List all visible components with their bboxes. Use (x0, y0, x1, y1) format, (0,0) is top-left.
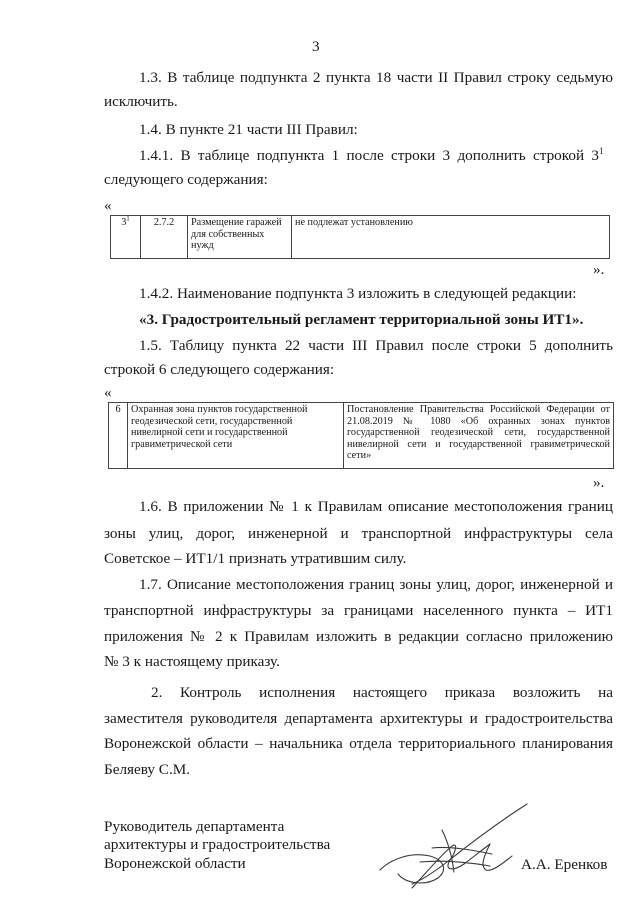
signatory-name: А.А. Еренков (521, 856, 608, 873)
paragraph-2-line-1: 2. Контроль исполнения настоящего приказа возложить на (151, 684, 613, 701)
table1-num: 3 (121, 217, 127, 228)
table-row-6 (108, 402, 614, 469)
paragraph-1-3-line-2: исключить. (104, 93, 178, 110)
paragraph-1-4-1-text: 1.4.1. В таблице подпункта 1 после строки 3 дополнить строкой 3 (139, 147, 599, 164)
paragraph-1-4-2: 1.4.2. Наименование подпункта 3 изложить в следующей редакции: (139, 285, 577, 302)
paragraph-2-line-4: Беляеву С.М. (104, 761, 191, 778)
paragraph-1-6-line-3: Советское – ИТ1/1 признать утратившим силу. (104, 550, 407, 567)
table-row-3-1 (110, 215, 610, 259)
handwritten-signature (372, 800, 542, 890)
open-quote-1: « (104, 197, 112, 214)
paragraph-1-5-line-2: строкой 6 следующего содержания: (104, 361, 335, 378)
paragraph-1-6-line-2: зоны улиц, дорог, инженерной и транспортной инфраструктуры села (104, 525, 613, 542)
paragraph-1-4-1-line-1 (139, 146, 605, 165)
signatory-title-line-1: Руководитель департамента (104, 818, 285, 835)
table1-num-cell (111, 216, 141, 259)
paragraph-2-line-3: Воронежской области – начальника отдела территориального планирования (104, 735, 613, 752)
paragraph-1-7-line-4: № 3 к настоящему приказу. (104, 653, 280, 670)
paragraph-2-line-2: заместителя руководителя департамента архитектуры и градостроительства (104, 710, 613, 727)
subsection-heading: «3. Градостроительный регламент территориальной зоны ИТ1». (139, 311, 584, 328)
page-number: 3 (312, 38, 320, 55)
open-quote-2: « (104, 384, 112, 401)
paragraph-1-7-line-1: 1.7. Описание местоположения границ зоны улиц, дорог, инженерной и (139, 576, 613, 593)
table1-code: 2.7.2 (141, 216, 188, 259)
table1-num-sup: 1 (126, 215, 130, 223)
close-quote-1: ». (593, 261, 605, 278)
signatory-title-line-3: Воронежской области (104, 855, 246, 872)
table-row (109, 403, 614, 469)
table2-num: 6 (109, 403, 128, 469)
paragraph-1-7-line-2: транспортной инфраструктуры за границами населенного пункта – ИТ1 (104, 602, 613, 619)
table-row (111, 216, 610, 259)
paragraph-1-5-line-1: 1.5. Таблицу пункта 22 части III Правил после строки 5 дополнить (139, 337, 613, 354)
paragraph-1-4-1-line-2: следующего содержания: (104, 171, 268, 188)
paragraph-1-4: 1.4. В пункте 21 части III Правил: (139, 121, 358, 138)
table1-value: не подлежат установлению (292, 216, 610, 259)
paragraph-1-6-line-1: 1.6. В приложении № 1 к Правилам описание местоположения границ (139, 498, 613, 515)
close-quote-2: ». (593, 474, 605, 491)
paragraph-1-7-line-3: приложения № 2 к Правилам изложить в редакции согласно приложению (104, 628, 613, 645)
paragraph-1-4-1-superscript: 1 (599, 145, 604, 156)
paragraph-1-3-line-1: 1.3. В таблице подпункта 2 пункта 18 части II Правил строку седьмую (139, 69, 613, 86)
table1-name: Размещение гаражей для собственных нужд (188, 216, 292, 259)
table2-basis: Постановление Правительства Российской Федерации от 21.08.2019 № 1080 «Об охранных зонах пунктов государственной геодезической сети, государственной нивелирной сети и государственной гравиметрической сети» (344, 403, 614, 469)
signatory-title-line-2: архитектуры и градостроительства (104, 836, 331, 853)
table2-name: Охранная зона пунктов государственной геодезической сети, государственной нивелирной сети и государственной гравиметрической сети (128, 403, 344, 469)
